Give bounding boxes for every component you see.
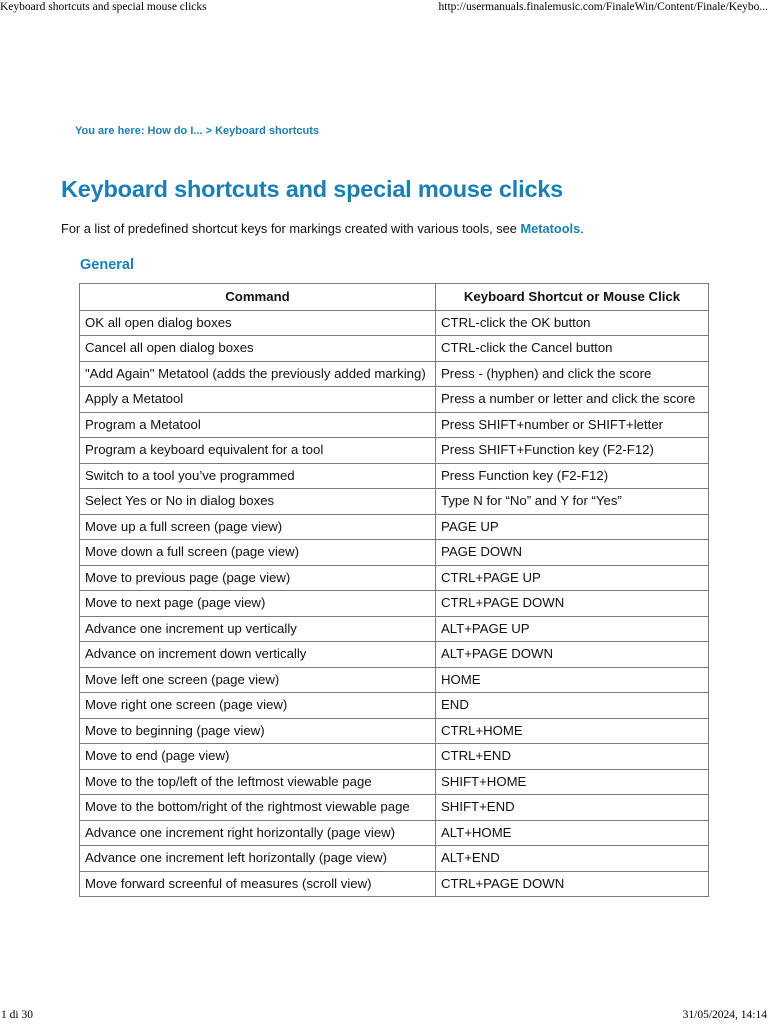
table-row [80, 616, 709, 642]
table-row [80, 310, 709, 336]
shortcut-cell: ALT+HOME [436, 820, 709, 846]
print-footer-datetime: 31/05/2024, 14:14 [682, 1009, 767, 1021]
command-cell: Move to previous page (page view) [80, 565, 436, 591]
table-row [80, 336, 709, 362]
command-cell: Program a keyboard equivalent for a tool [80, 438, 436, 464]
table-row [80, 591, 709, 617]
page-title: Keyboard shortcuts and special mouse clicks [61, 176, 564, 202]
shortcut-cell: END [436, 693, 709, 719]
table-row [80, 540, 709, 566]
table-row [80, 565, 709, 591]
command-cell: Move down a full screen (page view) [80, 540, 436, 566]
print-header-url: http://usermanuals.finalemusic.com/FinaleWin/Content/Finale/Keybo... [438, 1, 768, 13]
table-row [80, 514, 709, 540]
command-cell: Advance one increment left horizontally (page view) [80, 846, 436, 872]
table-row [80, 769, 709, 795]
command-cell: Advance one increment up vertically [80, 616, 436, 642]
table-row [80, 361, 709, 387]
table-row [80, 463, 709, 489]
metatools-link[interactable]: Metatools [520, 221, 581, 236]
shortcut-cell: Press Function key (F2-F12) [436, 463, 709, 489]
command-cell: Move to next page (page view) [80, 591, 436, 617]
table-row [80, 846, 709, 872]
command-cell: OK all open dialog boxes [80, 310, 436, 336]
shortcut-cell: CTRL+PAGE UP [436, 565, 709, 591]
column-header-shortcut: Keyboard Shortcut or Mouse Click [436, 284, 709, 311]
breadcrumb-link-keyboard-shortcuts[interactable]: Keyboard shortcuts [215, 125, 320, 137]
shortcut-cell: ALT+PAGE UP [436, 616, 709, 642]
shortcut-cell: SHIFT+HOME [436, 769, 709, 795]
command-cell: Move to end (page view) [80, 744, 436, 770]
command-cell: Move forward screenful of measures (scroll view) [80, 871, 436, 897]
shortcut-cell: Press - (hyphen) and click the score [436, 361, 709, 387]
column-header-command: Command [80, 284, 436, 311]
table-row [80, 642, 709, 668]
table-row [80, 489, 709, 515]
table-row [80, 667, 709, 693]
shortcut-cell: ALT+PAGE DOWN [436, 642, 709, 668]
table-row [80, 871, 709, 897]
shortcut-cell: PAGE UP [436, 514, 709, 540]
intro-suffix: . [580, 221, 584, 236]
table-row [80, 820, 709, 846]
command-cell: Switch to a tool you’ve programmed [80, 463, 436, 489]
shortcut-cell: CTRL+END [436, 744, 709, 770]
section-heading-general: General [80, 257, 134, 273]
table-row [80, 412, 709, 438]
command-cell: Move left one screen (page view) [80, 667, 436, 693]
command-cell: "Add Again" Metatool (adds the previously added marking) [80, 361, 436, 387]
shortcut-cell: CTRL+PAGE DOWN [436, 871, 709, 897]
command-cell: Apply a Metatool [80, 387, 436, 413]
table-row [80, 718, 709, 744]
shortcut-cell: PAGE DOWN [436, 540, 709, 566]
command-cell: Cancel all open dialog boxes [80, 336, 436, 362]
shortcut-cell: Press SHIFT+number or SHIFT+letter [436, 412, 709, 438]
shortcut-cell: CTRL-click the OK button [436, 310, 709, 336]
command-cell: Advance one increment right horizontally (page view) [80, 820, 436, 846]
shortcut-cell: Type N for “No” and Y for “Yes” [436, 489, 709, 515]
shortcut-cell: HOME [436, 667, 709, 693]
table-row [80, 438, 709, 464]
command-cell: Advance on increment down vertically [80, 642, 436, 668]
table-row [80, 795, 709, 821]
command-cell: Move to the bottom/right of the rightmost viewable page [80, 795, 436, 821]
command-cell: Move right one screen (page view) [80, 693, 436, 719]
table-header-row [80, 284, 709, 311]
shortcut-cell: CTRL-click the Cancel button [436, 336, 709, 362]
intro-text: For a list of predefined shortcut keys for markings created with various tools, see [61, 221, 521, 236]
breadcrumb-prefix: You are here: [75, 125, 148, 137]
table-row [80, 693, 709, 719]
breadcrumb-link-how-do-i[interactable]: How do I... [147, 125, 203, 137]
shortcut-cell: Press a number or letter and click the score [436, 387, 709, 413]
print-header [0, 0, 768, 16]
breadcrumb [75, 125, 319, 137]
print-footer [0, 1009, 768, 1024]
shortcut-cell: CTRL+PAGE DOWN [436, 591, 709, 617]
shortcut-cell: SHIFT+END [436, 795, 709, 821]
print-header-title: Keyboard shortcuts and special mouse clicks [0, 1, 207, 13]
shortcut-cell: ALT+END [436, 846, 709, 872]
shortcut-cell: Press SHIFT+Function key (F2-F12) [436, 438, 709, 464]
command-cell: Program a Metatool [80, 412, 436, 438]
command-cell: Move to beginning (page view) [80, 718, 436, 744]
print-footer-page: 1 di 30 [1, 1009, 33, 1021]
breadcrumb-separator: > [202, 125, 216, 137]
table-row [80, 744, 709, 770]
command-cell: Select Yes or No in dialog boxes [80, 489, 436, 515]
shortcuts-table [79, 283, 709, 897]
table-body [80, 310, 709, 897]
intro-paragraph [61, 221, 584, 236]
command-cell: Move up a full screen (page view) [80, 514, 436, 540]
table-row [80, 387, 709, 413]
shortcut-cell: CTRL+HOME [436, 718, 709, 744]
command-cell: Move to the top/left of the leftmost viewable page [80, 769, 436, 795]
